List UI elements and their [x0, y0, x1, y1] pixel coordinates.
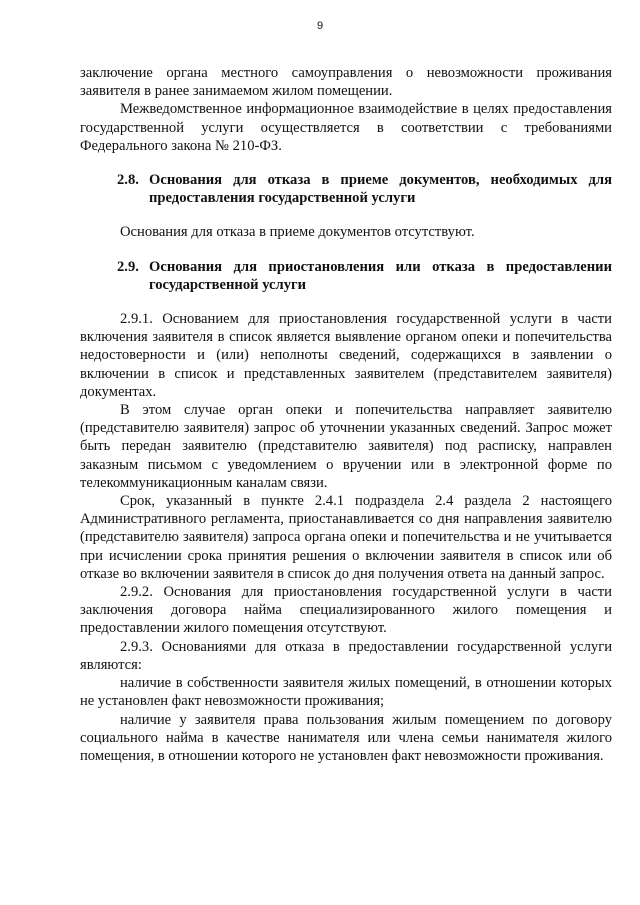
paragraph: 2.9.1. Основанием для приостановления государственной услуги в части включения заявителя в список является выявление органом опеки и попечительства недостоверности и (или) неполноты сведений, содержащихся в заявлении о включении в список и представленных заявителем (представителем заявителя) документах. — [80, 311, 612, 400]
section-number: 2.8. — [117, 172, 139, 189]
paragraph: 2.9.2. Основания для приостановления государственной услуги в части заключения договора найма специализированного жилого помещения и предоставлении жилого помещения отсутствуют. — [80, 584, 612, 637]
page-content — [80, 64, 612, 765]
paragraph: заключение органа местного самоуправления о невозможности проживания заявителя в ранее занимаемом жилом помещении. — [80, 65, 612, 100]
paragraph: 2.9.3. Основаниями для отказа в предоставлении государственной услуги являются: — [80, 638, 612, 673]
page-number: 9 — [316, 20, 324, 32]
paragraph: В этом случае орган опеки и попечительства направляет заявителю (представителю заявителя) запрос об уточнении указанных сведений. Запрос может быть передан заявителю (представителю заявителя) под расписку, направлен заказным письмом с уведомлением о вручении или в электронной форме по телекоммуникационным каналам связи. — [80, 402, 612, 491]
section-title: Основания для приостановления или отказа в предоставлении государственной услуги — [149, 258, 612, 293]
list-item: наличие у заявителя права пользования жилым помещением по договору социального найма в качестве нанимателя или члена семьи нанимателя жилого помещения, в отношении которого не установлен факт невозможности проживания. — [80, 711, 612, 764]
section-title: Основания для отказа в приеме документов, необходимых для предоставления государственной услуги — [149, 172, 612, 207]
section-heading-2-8 — [117, 171, 612, 207]
list-item: наличие в собственности заявителя жилых помещений, в отношении которых не установлен факт невозможности проживания; — [80, 675, 612, 710]
section-number: 2.9. — [117, 258, 139, 275]
paragraph: Основания для отказа в приеме документов отсутствуют. — [120, 224, 475, 241]
section-heading-2-9 — [117, 258, 612, 294]
paragraph: Межведомственное информационное взаимодействие в целях предоставления государственной услуги осуществляется в соответствии с требованиями Федерального закона № 210-ФЗ. — [80, 101, 612, 154]
paragraph: Срок, указанный в пункте 2.4.1 подраздела 2.4 раздела 2 настоящего Административного регламента, приостанавливается со дня направления заявителю (представителю заявителя) запроса органа опеки и попечительства и не учитывается при исчислении срока принятия решения о включении заявителя в список или об отказе во включении заявителя в список до дня получения ответа на данный запрос. — [80, 493, 612, 582]
